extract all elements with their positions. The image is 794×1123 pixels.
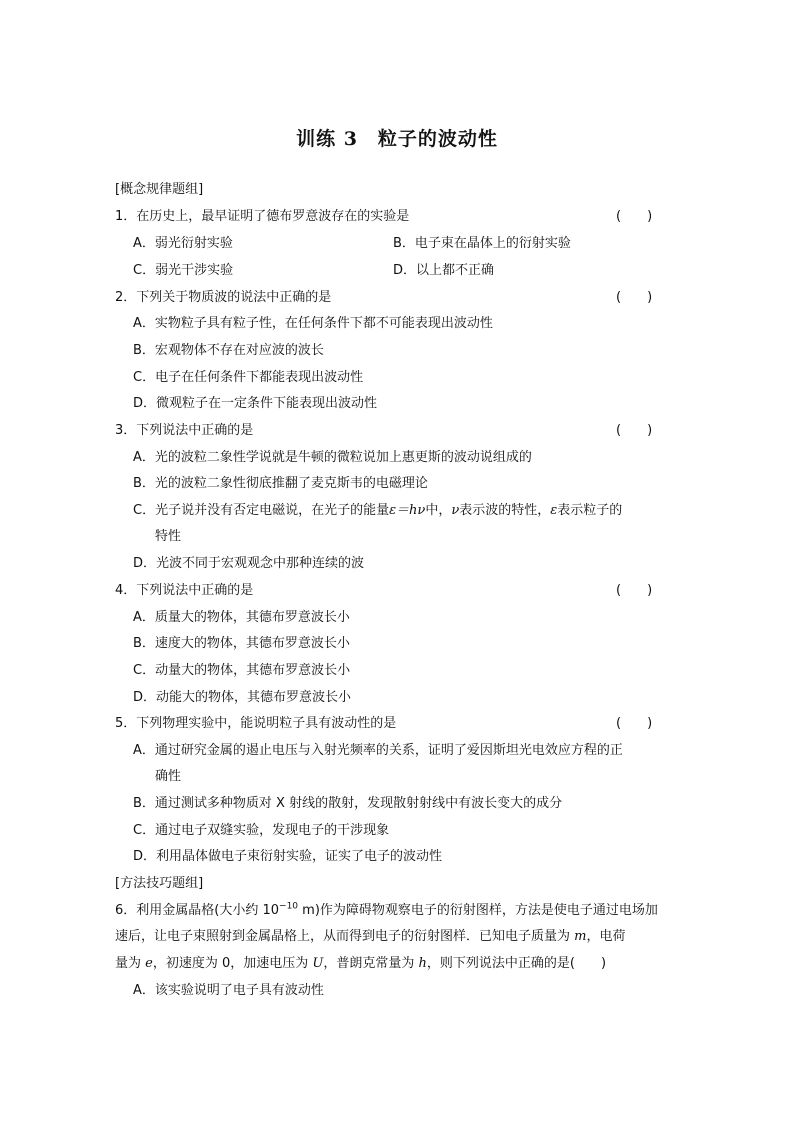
question-2-option-a: A．实物粒子具有粒子性，在任何条件下都不可能表现出波动性 [133,316,493,331]
page-title: 训练 3 粒子的波动性 [296,128,498,150]
question-6-text-1b: m)作为障碍物观察电子的衍射图样，方法是使电子通过电场加 [298,903,658,918]
question-3-option-c [133,502,622,520]
symbol-h: h [418,956,427,971]
question-4-option-d: D．动能大的物体，其德布罗意波长小 [133,690,352,705]
symbol-m: m [570,929,587,944]
question-3-option-a: A．光的波粒二象性学说就是牛顿的微粒说加上惠更斯的波动说组成的 [133,450,532,465]
question-3-option-c-continued: 特性 [155,529,182,544]
question-4-answer-blank: ( ) [616,583,653,598]
photon-energy-formula: ε＝hν [389,503,426,518]
question-6-text-3d: ，则下列说法中正确的是( ) [426,956,607,971]
question-2-answer-blank: ( ) [616,290,653,305]
exponent: −10 [279,901,299,912]
question-4-stem: 4．下列说法中正确的是 [115,583,254,598]
question-5-option-a: A．通过研究金属的遏止电压与入射光频率的关系，证明了爱因斯坦光电效应方程的正 [133,743,623,758]
question-6-text-3b: ，初速度为 0，加速电压为 [152,956,313,971]
question-5-stem: 5．下列物理实验中，能说明粒子具有波动性的是 [115,716,397,731]
question-3-option-c-text-2: 中， [425,503,452,518]
question-2-option-c: C．电子在任何条件下都能表现出波动性 [133,370,364,385]
question-5-option-b: B．通过测试多种物质对 X 射线的散射，发现散射射线中有波长变大的成分 [133,796,563,811]
symbol-e: e [145,956,153,971]
question-1-stem: 1．在历史上，最早证明了德布罗意波存在的实验是 [115,209,410,224]
question-3-option-c-text-1: C．光子说并没有否定电磁说，在光子的能量 [133,503,390,518]
question-1-option-a: A．弱光衍射实验 [133,236,233,251]
question-6-stem-line-2 [115,928,626,946]
question-3-option-d: D．光波不同于宏观观念中那种连续的波 [133,556,365,571]
question-1-option-d: D．以上都不正确 [393,263,495,278]
question-4-option-c: C．动量大的物体，其德布罗意波长小 [133,663,351,678]
symbol-epsilon: ε [550,503,558,518]
question-4-option-a: A．质量大的物体，其德布罗意波长小 [133,610,350,625]
question-6-text-2a: 速后，让电子束照射到金属晶格上，从而得到电子的衍射图样．已知电子质量为 [115,929,571,944]
question-6-option-a: A．该实验说明了电子具有波动性 [133,983,324,998]
question-1-option-b: B．电子束在晶体上的衍射实验 [393,236,571,251]
section-heading-concept: [概念规律题组] [115,182,204,197]
question-3-answer-blank: ( ) [616,423,653,438]
question-2-option-d: D．微观粒子在一定条件下能表现出波动性 [133,396,378,411]
question-3-option-b: B．光的波粒二象性彻底推翻了麦克斯韦的电磁理论 [133,476,428,491]
question-2-option-b: B．宏观物体不存在对应波的波长 [133,343,324,358]
question-3-stem: 3．下列说法中正确的是 [115,423,254,438]
question-6-text-3c: ，普朗克常量为 [323,956,419,971]
question-5-answer-blank: ( ) [616,716,653,731]
question-1-option-c: C．弱光干涉实验 [133,263,234,278]
question-6-stem-line-1 [115,902,658,920]
question-6-stem-line-3 [115,955,606,973]
question-5-option-c: C．通过电子双缝实验，发现电子的干涉现象 [133,823,390,838]
question-2-stem: 2．下列关于物质波的说法中正确的是 [115,290,332,305]
symbol-nu: ν [451,503,460,518]
question-1-answer-blank: ( ) [616,209,653,224]
question-6-text-3a: 量为 [115,956,146,971]
question-4-option-b: B．速度大的物体，其德布罗意波长小 [133,636,350,651]
question-5-option-a-continued: 确性 [155,769,182,784]
question-6-text-1a: 6．利用金属晶格(大小约 10 [115,903,280,918]
question-6-text-2b: ，电荷 [586,929,626,944]
question-5-option-d: D．利用晶体做电子束衍射实验，证实了电子的波动性 [133,849,443,864]
question-3-option-c-text-4: 表示粒子的 [557,503,623,518]
symbol-u: U [312,956,324,971]
section-heading-method: [方法技巧题组] [115,876,204,891]
question-3-option-c-text-3: 表示波的特性， [459,503,551,518]
